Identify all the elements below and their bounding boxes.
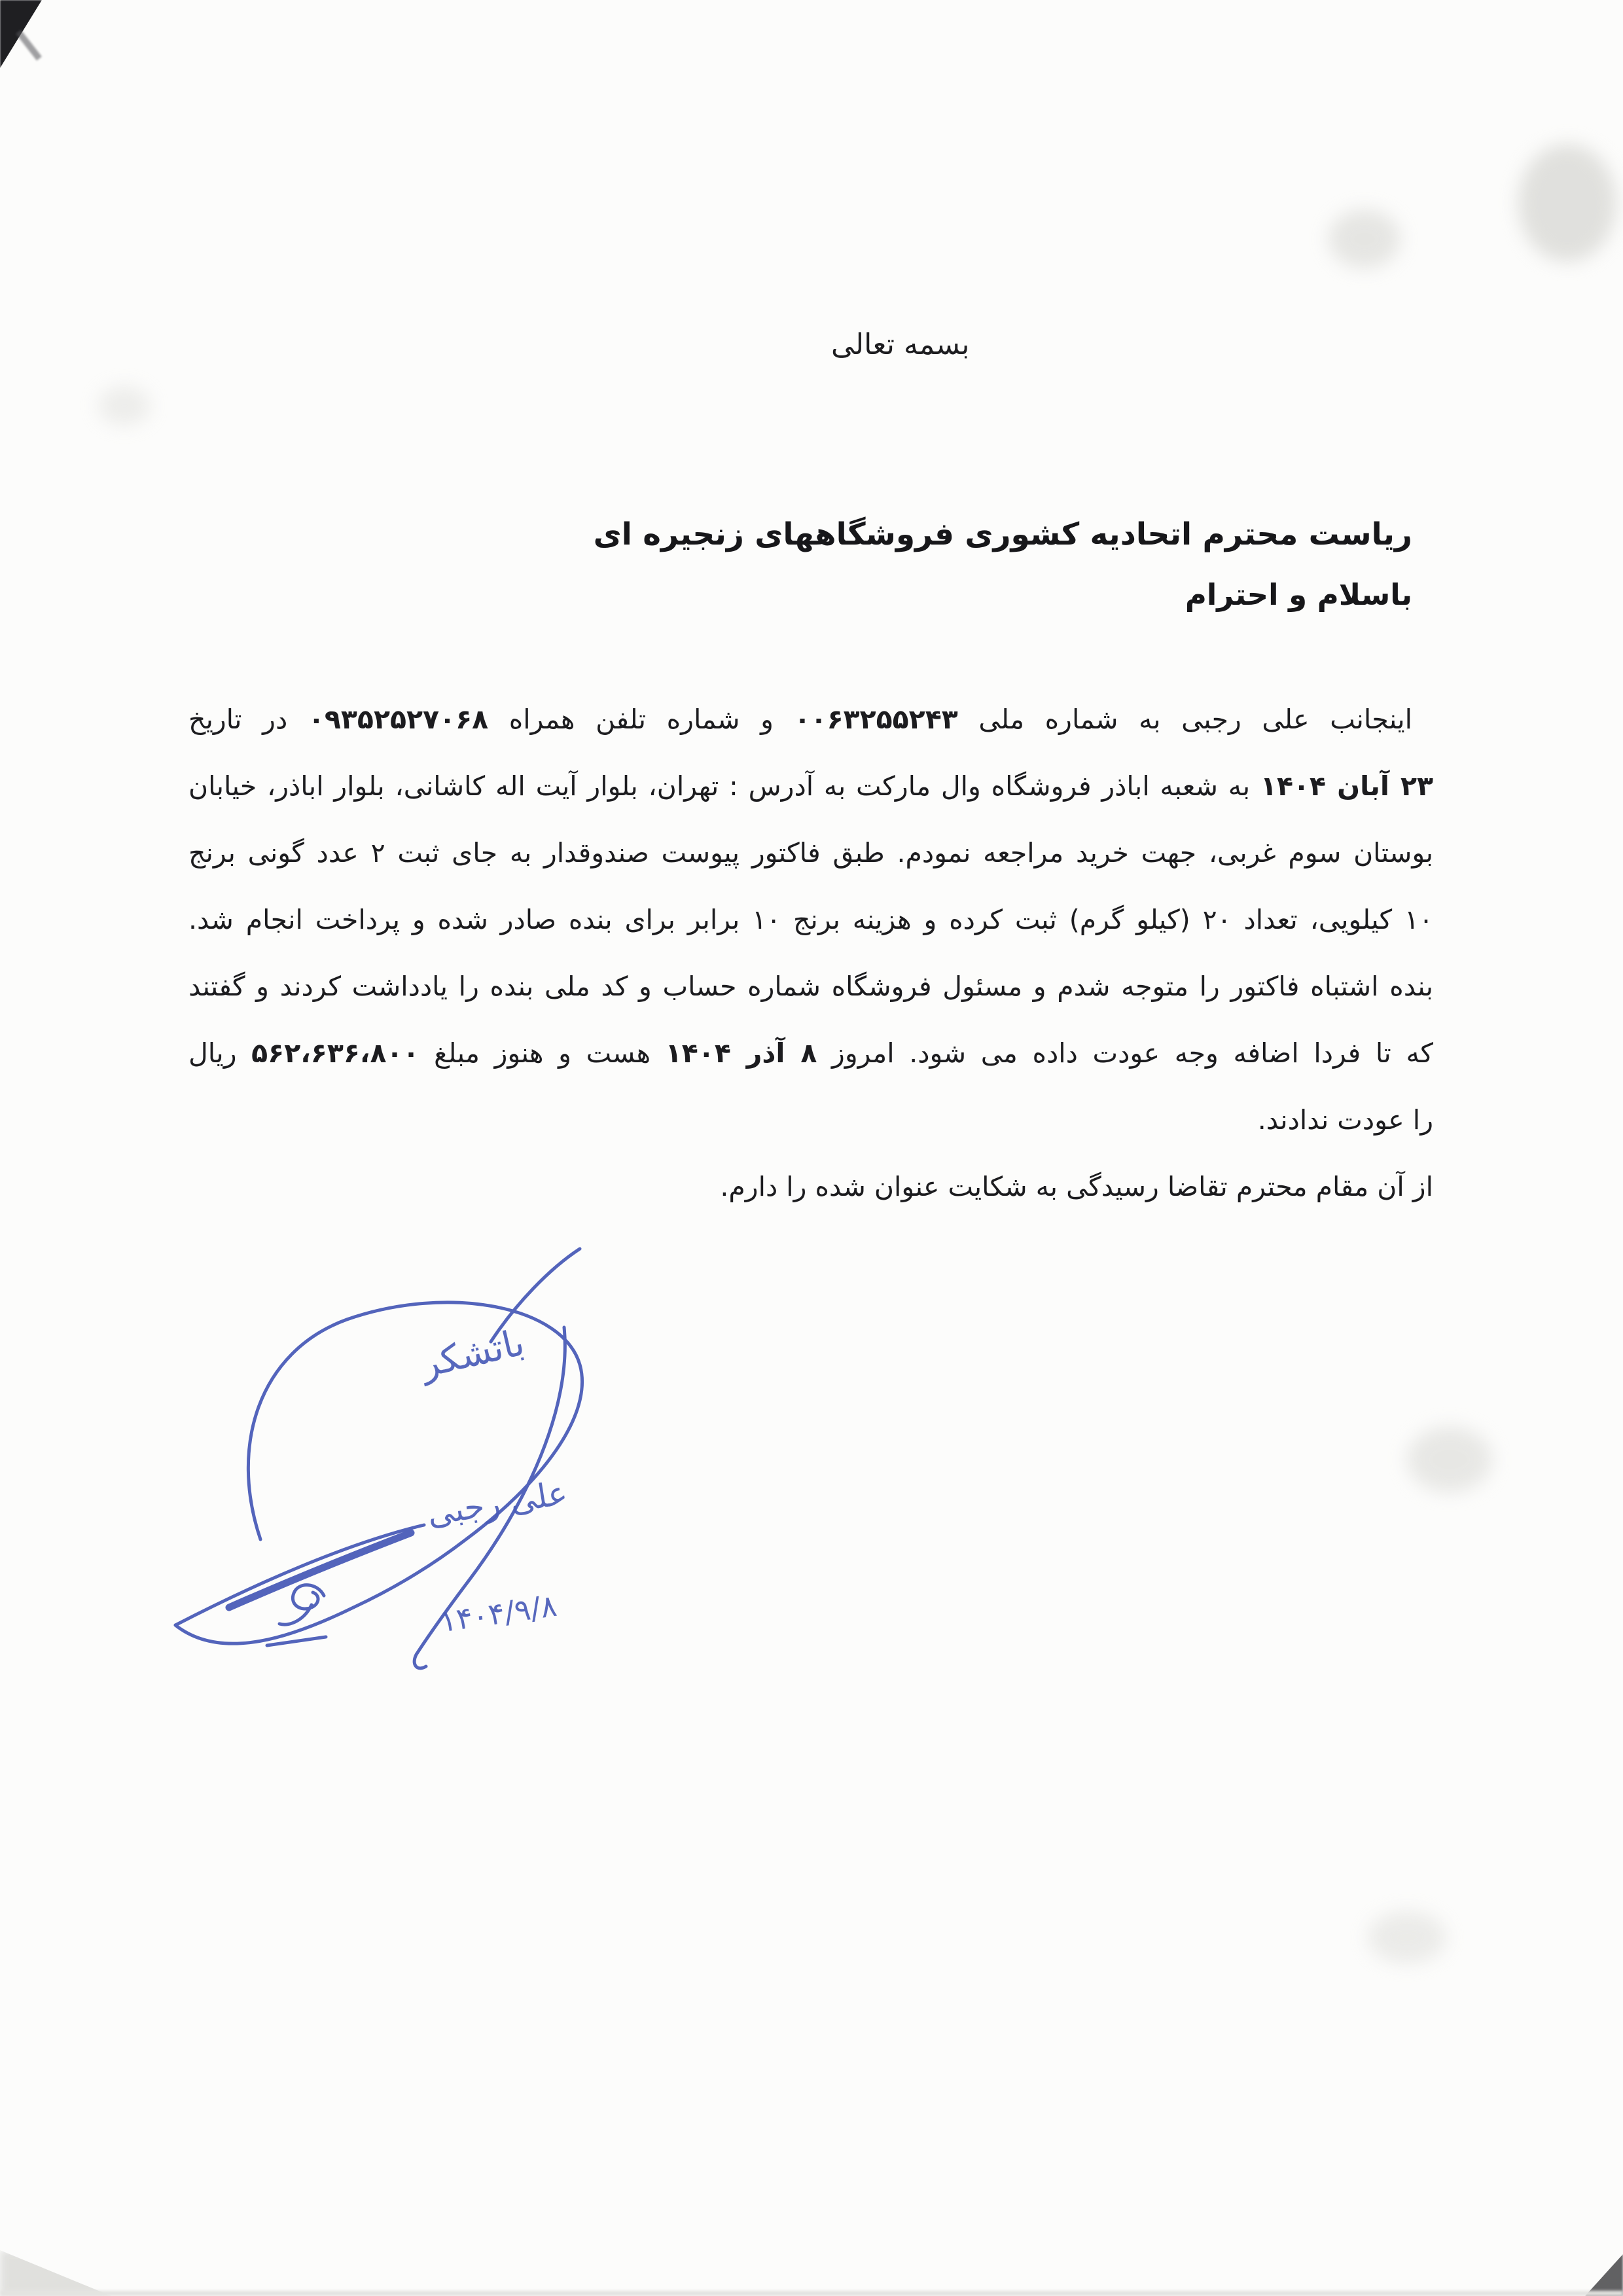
recipient-heading: ریاست محترم اتحادیه کشوری فروشگاههای زنجیره ای xyxy=(593,516,1412,552)
body-line xyxy=(188,686,1433,753)
body-text: ۱۰ کیلویی، تعداد ۲۰ (کیلو گرم) ثبت کرده و هزینه برنج ۱۰ برابر برای بنده صادر شده و پرداخت انجام شد. xyxy=(188,904,1433,935)
body-text-bold: ۸ آذر ۱۴۰۴ xyxy=(665,1037,817,1069)
scan-smudge xyxy=(98,386,151,425)
body-text: ریال xyxy=(188,1037,252,1069)
handwritten-thanks: باتشکر xyxy=(416,1321,529,1387)
scan-smudge xyxy=(1518,144,1616,262)
handwritten-date: ۱۴۰۴/۹/۸ xyxy=(438,1587,560,1640)
scan-artifact-bottom-left xyxy=(0,2250,111,2296)
bismillah-header: بسمه تعالی xyxy=(831,328,970,361)
body-text: بنده اشتباه فاکتور را متوجه شدم و مسئول فروشگاه شماره حساب و کد ملی بنده را یادداشت کردند و گفتند xyxy=(188,971,1433,1002)
body-line xyxy=(188,1020,1433,1086)
body-text: در تاریخ xyxy=(188,704,308,735)
body-text: که تا فردا اضافه وجه عودت داده می شود. امروز xyxy=(817,1037,1433,1069)
signature-lens-fill xyxy=(229,1533,411,1607)
scan-edge-shadow xyxy=(0,2291,1623,2296)
scan-smudge xyxy=(1329,209,1400,268)
body-line xyxy=(188,1086,1433,1153)
scan-artifact-top-left-line xyxy=(16,29,42,60)
handwritten-name: علی رجبی xyxy=(424,1473,570,1534)
body-text: و شماره تلفن همراه xyxy=(488,704,794,735)
body-text: بوستان سوم غربی، جهت خرید مراجعه نمودم. طبق فاکتور پیوست صندوقدار به جای ثبت ۲ عدد گونی برنج xyxy=(188,837,1433,869)
scan-smudge xyxy=(1368,1911,1446,1964)
body-line xyxy=(188,819,1433,886)
body-text-bold: ۵۶۲،۶۳۶،۸۰۰ xyxy=(251,1037,419,1069)
body-text: به شعبه اباذر فروشگاه وال مارکت به آدرس : تهران، بلوار آیت اله کاشانی، بلوار اباذر، خیابان xyxy=(188,770,1260,802)
salutation-line: باسلام و احترام xyxy=(1185,577,1412,612)
body-line xyxy=(188,886,1433,953)
body-line xyxy=(188,953,1433,1020)
body-text-bold: ۰۹۳۵۲۵۲۷۰۶۸ xyxy=(308,704,489,735)
body-text-bold: ۲۳ آبان ۱۴۰۴ xyxy=(1260,770,1434,802)
body-text-bold: ۰۰۶۳۲۵۵۲۴۳ xyxy=(794,704,958,735)
body-text: اینجانب علی رجبی به شماره ملی xyxy=(957,704,1412,735)
body-text: از آن مقام محترم تقاضا رسیدگی به شکایت عنوان شده را دارم. xyxy=(720,1171,1433,1202)
body-text: هست و هنوز مبلغ xyxy=(419,1037,666,1069)
body-line xyxy=(188,1153,1433,1220)
scan-artifact-bottom-right xyxy=(1585,2254,1623,2296)
body-line xyxy=(188,753,1433,819)
body-paragraph xyxy=(188,686,1433,1220)
scan-smudge xyxy=(1407,1427,1492,1492)
body-text: را عودت ندادند. xyxy=(1257,1104,1433,1136)
signature-loop xyxy=(248,1302,582,1607)
signature-squiggle xyxy=(293,1585,324,1609)
